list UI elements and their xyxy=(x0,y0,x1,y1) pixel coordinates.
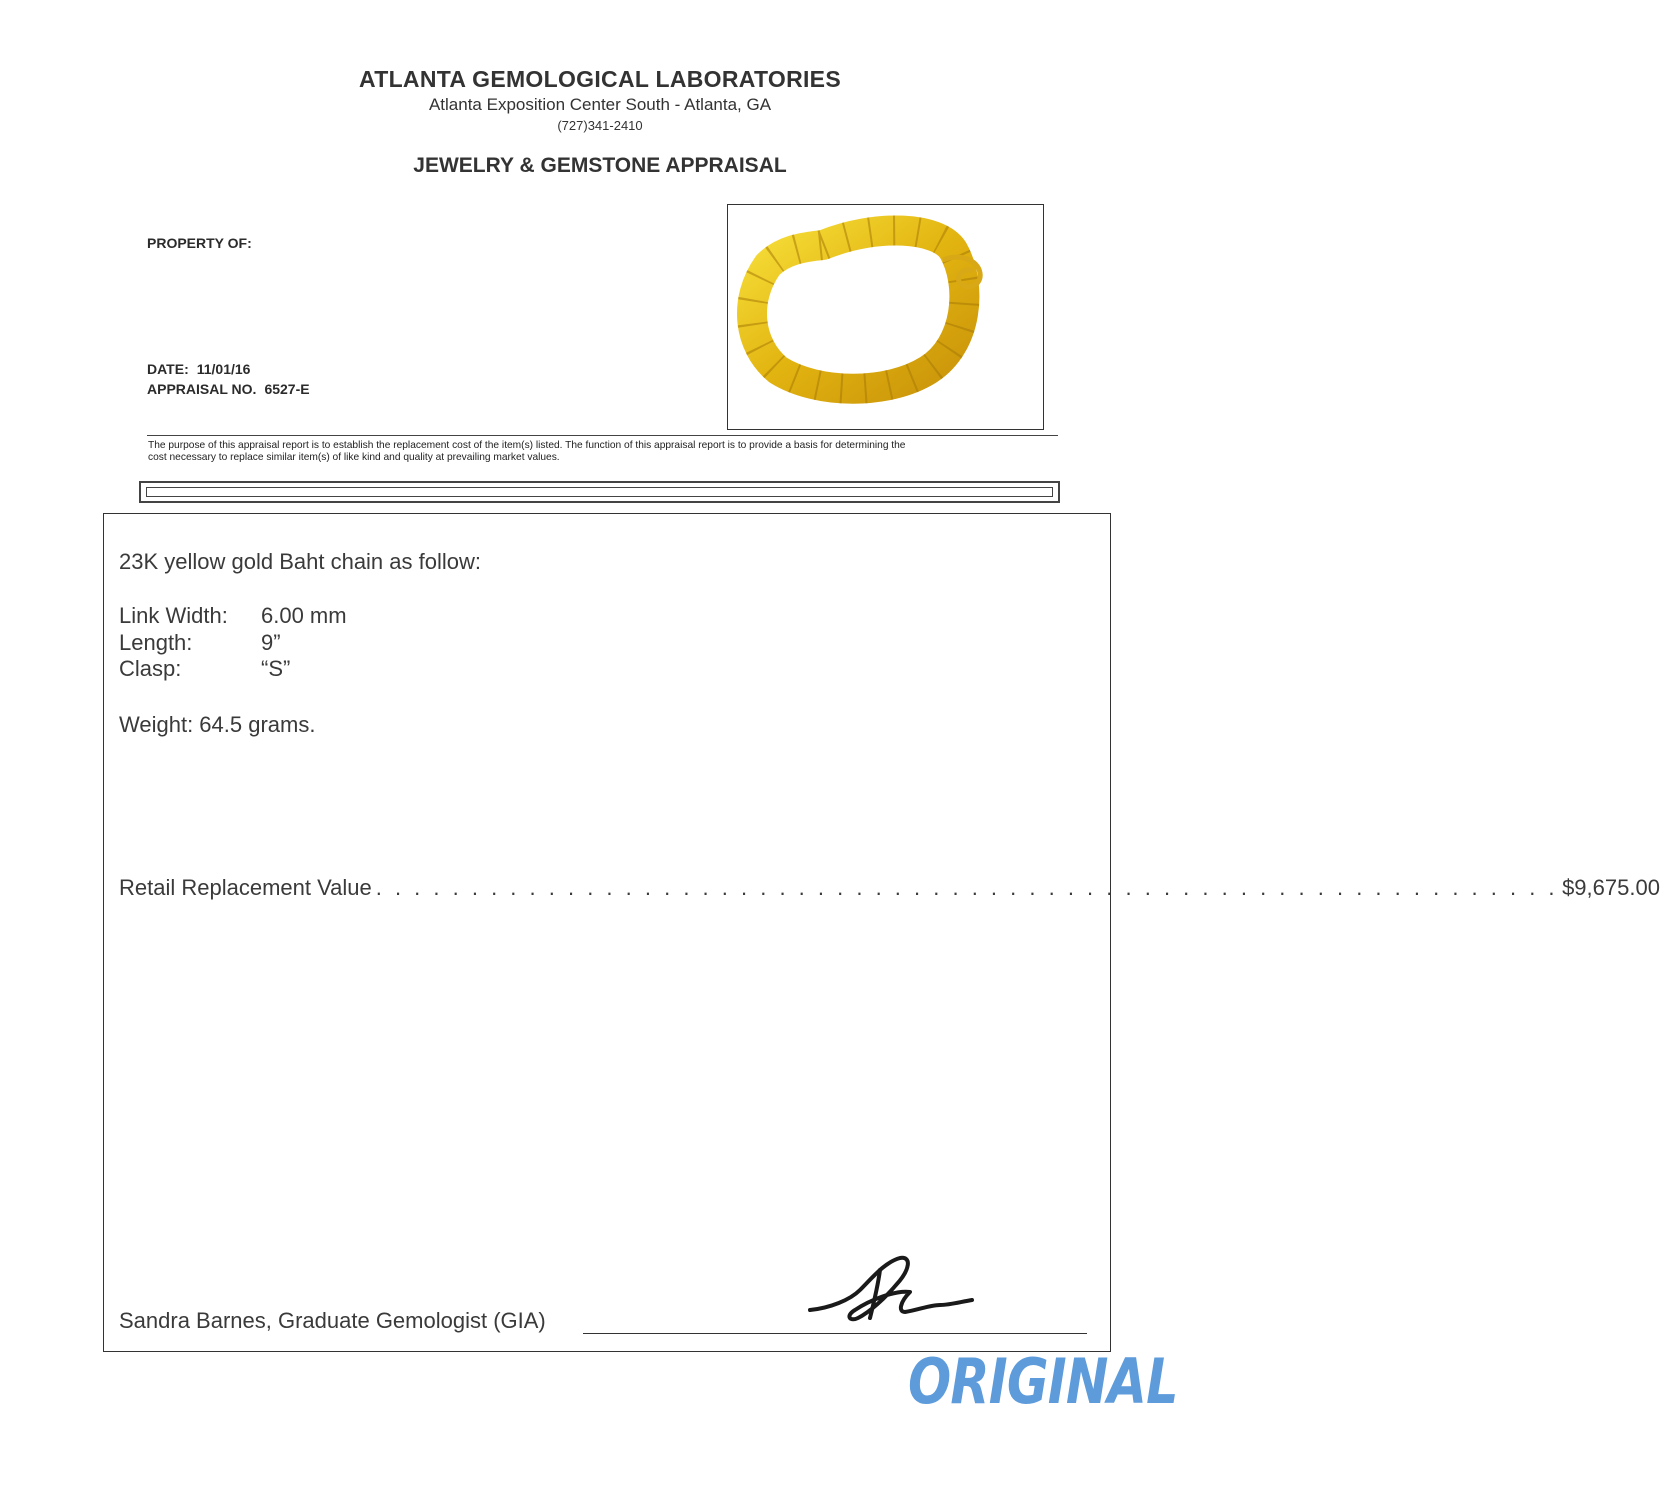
replacement-value-label: Retail Replacement Value xyxy=(119,875,372,900)
appraisal-number-label: APPRAISAL NO. xyxy=(147,381,257,397)
item-photo xyxy=(727,204,1044,430)
original-stamp xyxy=(908,1343,1178,1421)
decorative-bar xyxy=(139,481,1060,503)
purpose-line-1: The purpose of this appraisal report is to establish the replacement cost of the item(s) listed. The function of this appraisal report is to provide a basis for determining the xyxy=(148,440,906,451)
document-title: JEWELRY & GEMSTONE APPRAISAL xyxy=(413,154,787,177)
spec-value: “S” xyxy=(261,656,291,681)
lab-phone: (727)341-2410 xyxy=(557,118,643,133)
date-value: 11/01/16 xyxy=(196,361,251,377)
date-row xyxy=(147,361,258,377)
lab-name: ATLANTA GEMOLOGICAL LABORATORIES xyxy=(359,66,841,92)
purpose-line-2: cost necessary to replace similar item(s) of like kind and quality at prevailing market values. xyxy=(148,452,560,463)
signature-line xyxy=(583,1333,1087,1334)
date-label: DATE: xyxy=(147,361,189,377)
handwritten-signature xyxy=(800,1250,980,1330)
property-of-label: PROPERTY OF: xyxy=(147,235,252,251)
appraisal-number-row xyxy=(147,381,318,397)
spec-row-link-width xyxy=(119,603,347,629)
stamp-text: ORIGINAL xyxy=(908,1345,1178,1418)
dot-leader: . . . . . . . . . . . . . . . . . . . . . . . . . . . . . . . . . . . . . . . . . . . . . . . . . . . . . . . . . . . . . . xyxy=(375,875,1559,900)
signature-image xyxy=(800,1250,980,1330)
divider xyxy=(147,435,1058,436)
spec-row-length xyxy=(119,630,281,656)
spec-label: Length: xyxy=(119,630,193,655)
spec-row-clasp xyxy=(119,656,290,682)
spec-value: 9” xyxy=(261,630,281,655)
purpose-statement xyxy=(148,440,1058,464)
lab-address: Atlanta Exposition Center South - Atlanta, GA xyxy=(428,95,772,114)
replacement-value-amount: $9,675.00 xyxy=(1562,875,1660,900)
gold-chain-bracelet-image xyxy=(728,205,1042,428)
spec-label: Link Width: xyxy=(119,603,228,628)
spec-label: Clasp: xyxy=(119,656,182,681)
signer-name: Sandra Barnes, Graduate Gemologist (GIA) xyxy=(119,1308,546,1333)
item-description: 23K yellow gold Baht chain as follow: xyxy=(119,549,481,574)
appraisal-number-value: 6527-E xyxy=(264,381,310,397)
item-weight: Weight: 64.5 grams. xyxy=(119,712,316,737)
spec-value: 6.00 mm xyxy=(261,603,347,628)
replacement-value-row xyxy=(119,875,1660,901)
